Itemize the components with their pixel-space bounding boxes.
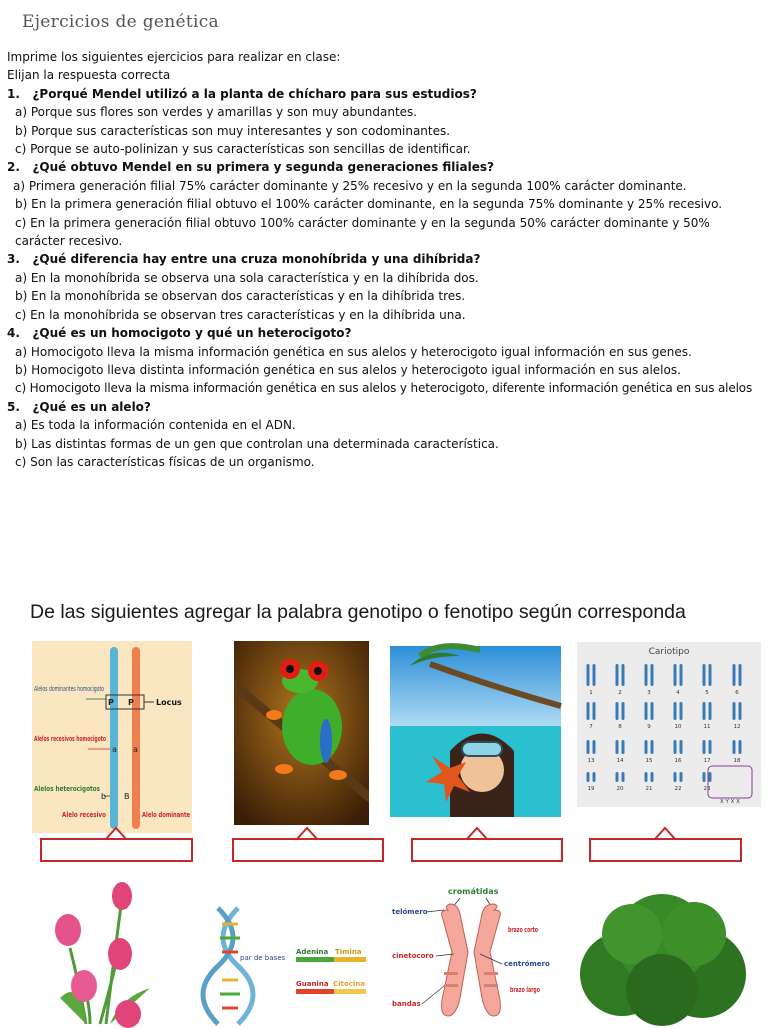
chromosome-mark <box>674 740 677 754</box>
answer-option[interactable]: b) En la primera generación filial obtuvo el 100% carácter dominante, en la segunda 75% dominante y 25% recesivo. <box>15 197 723 212</box>
chromosome-mark <box>616 740 619 754</box>
chromosome-number: 23 <box>703 786 711 792</box>
answer-option[interactable]: c) Son las características físicas de un organismo. <box>15 454 315 469</box>
dna-graphic <box>208 908 372 1024</box>
chromosome-number: 10 <box>674 724 682 730</box>
answer-option[interactable]: c) En la monohíbrida se observan tres características y en la dihíbrida una. <box>15 307 466 322</box>
chromosome-mark <box>709 772 712 782</box>
chromosome-number: 13 <box>587 758 595 764</box>
allele-B: B <box>124 792 130 801</box>
chromosome-mark <box>587 740 590 754</box>
guanine-label: Guanina <box>296 980 329 988</box>
locus-label: Locus <box>156 698 182 707</box>
chromosome-mark <box>739 702 742 720</box>
question-number: 1. <box>7 86 20 101</box>
thymine-label: Timina <box>335 948 362 956</box>
chromosome-mark <box>680 740 683 754</box>
answer-option[interactable]: c) En la primera generación filial obtuvo 100% carácter dominante y en la segunda 50% carácter dominante y 50% carácter recesivo. <box>15 215 710 249</box>
chromosome-mark <box>709 740 712 754</box>
question-2 <box>7 158 763 176</box>
chromosome-mark <box>593 740 596 754</box>
chromosome-mark <box>680 664 683 686</box>
chromosome-number: 8 <box>618 724 622 730</box>
chromosome-mark <box>651 664 654 686</box>
chromosome-mark <box>739 740 742 754</box>
chromosome-number: 9 <box>647 724 651 730</box>
answer-box-2[interactable] <box>232 838 384 862</box>
girl-starfish-beach-photo <box>390 646 561 817</box>
tree-photo <box>562 894 760 1024</box>
karyotype-chart <box>577 642 761 807</box>
question-5 <box>7 398 763 416</box>
question-number: 3. <box>7 252 20 267</box>
chromosome-mark <box>587 702 590 720</box>
answer-box-3[interactable] <box>411 838 563 862</box>
chromosome-mark <box>645 772 648 782</box>
recessive-allele-label: Alelo recesivo <box>62 811 107 819</box>
question-text: ¿Porqué Mendel utilizó a la planta de chícharo para sus estudios? <box>32 86 477 101</box>
dominant-allele-label: Alelo dominante <box>142 811 191 819</box>
chromosome-mark <box>645 702 648 720</box>
chromosome-mark <box>616 772 619 782</box>
recessive-alleles-label: Alelos recesivos homocigoto <box>34 735 107 743</box>
kinetochore-label: cinetocoro <box>392 952 434 960</box>
chromosome-mark <box>593 664 596 686</box>
chromosome-mark <box>616 702 619 720</box>
question-text: ¿Qué diferencia hay entre una cruza monohíbrida y una dihíbrida? <box>32 252 481 267</box>
chromosome-number: 19 <box>587 786 595 792</box>
tree-frog-photo <box>234 641 369 825</box>
question-number: 2. <box>7 160 20 175</box>
chromosome-mark <box>651 702 654 720</box>
chromosome-mark <box>733 664 736 686</box>
cytosine-label: Citocina <box>333 980 365 988</box>
chromosome-number: 4 <box>676 690 680 696</box>
chromosome-mark <box>674 772 677 782</box>
chromosome-number: 1 <box>589 690 593 696</box>
chromosome-mark <box>733 702 736 720</box>
chromosome-mark <box>622 740 625 754</box>
question-3 <box>7 250 763 268</box>
answer-option[interactable]: c) Porque se auto-polinizan y sus características son sencillas de identificar. <box>15 142 471 157</box>
intro-line-1: Imprime los siguientes ejercicios para realizar en clase: <box>7 50 341 64</box>
section-title: De las siguientes agregar la palabra genotipo o fenotipo según corresponda <box>30 601 686 623</box>
chromosome-number: 11 <box>703 724 711 730</box>
bands-label: bandas <box>392 1000 421 1008</box>
chromosome-number: 12 <box>733 724 741 730</box>
tulips-photo <box>40 878 160 1024</box>
chromosome-mark <box>587 664 590 686</box>
chromosome-mark <box>616 664 619 686</box>
chromosome-number: 15 <box>645 758 653 764</box>
chromosome-number: 16 <box>674 758 682 764</box>
karyotype-graphic <box>577 642 761 807</box>
answer-option[interactable]: c) Homocigoto lleva la misma información genética en sus alelos y heterocigoto, diferente información genética en sus alelos <box>15 381 753 396</box>
chromosome-structure-diagram <box>388 880 558 1024</box>
heterozygous-alleles-label: Alelos heterocigotos <box>34 785 100 793</box>
answer-option[interactable]: b) Porque sus características son muy interesantes y son codominantes. <box>15 123 451 138</box>
chromosome-mark <box>645 664 648 686</box>
sex-chromosome-label: X Y X X <box>720 799 740 805</box>
chromosome-mark <box>703 702 706 720</box>
dominant-alleles-label: Alelos dominantes homocigoto <box>34 685 104 693</box>
chromosome-mark <box>709 702 712 720</box>
chromosome-mark <box>674 664 677 686</box>
chromosome-mark <box>645 740 648 754</box>
allele-a-right: a <box>133 745 138 754</box>
chromosome-mark <box>651 740 654 754</box>
chromosome-number: 21 <box>645 786 653 792</box>
dna-diagram <box>208 908 372 1024</box>
exercise-list <box>7 48 763 471</box>
chromosome-mark <box>703 664 706 686</box>
chromosome-mark <box>680 702 683 720</box>
chromosome-mark <box>593 702 596 720</box>
chromosome-mark <box>739 664 742 686</box>
chromosome-mark <box>593 772 596 782</box>
allele-diagram <box>32 641 192 833</box>
adenine-label: Adenina <box>296 948 329 956</box>
karyotype-title: Cariotipo <box>648 647 690 657</box>
chromosome-number: 22 <box>674 786 682 792</box>
chromosome-mark <box>622 702 625 720</box>
page-title: Ejercicios de genética <box>22 12 219 32</box>
long-arm-label: brazo largo <box>510 986 541 994</box>
chromosome-number: 14 <box>616 758 624 764</box>
answer-option[interactable]: b) Las distintas formas de un gen que controlan una determinada característica. <box>15 436 499 451</box>
answer-option[interactable]: a) Es toda la información contenida en el ADN. <box>15 418 296 433</box>
intro-line-2: Elijan la respuesta correcta <box>7 68 171 83</box>
chromosome-mark <box>703 772 706 782</box>
chromosome-number: 20 <box>616 786 624 792</box>
sex-chromosome-box <box>708 766 752 798</box>
answer-box-4[interactable] <box>589 838 742 862</box>
answer-option[interactable]: a) Primera generación filial 75% carácter dominante y 25% recesivo y en la segunda 100% carácter dominante. <box>13 178 687 193</box>
question-text: ¿Qué es un alelo? <box>32 399 151 414</box>
answer-option[interactable]: b) En la monohíbrida se observan dos características y en la dihíbrida tres. <box>15 289 466 304</box>
allele-a-left: a <box>112 745 117 754</box>
base-pair-label: par de bases <box>240 954 286 962</box>
chromosome-mark <box>622 664 625 686</box>
question-number: 4. <box>7 326 20 341</box>
chromosome-mark <box>587 772 590 782</box>
chromosome-mark <box>622 772 625 782</box>
chromosome-mark <box>680 772 683 782</box>
chromosome-number: 5 <box>705 690 709 696</box>
chromosome-structure-graphic <box>388 880 558 1024</box>
question-text: ¿Qué obtuvo Mendel en su primera y segunda generaciones filiales? <box>32 160 494 175</box>
allele-P-left: P <box>108 698 114 707</box>
chromosome-mark <box>703 740 706 754</box>
chromosome-mark <box>733 740 736 754</box>
question-text: ¿Qué es un homocigoto y qué un heterocigoto? <box>32 326 352 341</box>
answer-box-1[interactable] <box>40 838 193 862</box>
answer-option[interactable]: a) Porque sus flores son verdes y amarillas y son muy abundantes. <box>15 105 418 120</box>
chromosome-number: 6 <box>735 690 739 696</box>
chromosome-mark <box>674 702 677 720</box>
chromosome-mark <box>651 772 654 782</box>
question-number: 5. <box>7 399 20 414</box>
chromosome-number: 17 <box>703 758 711 764</box>
telomere-label: telómero <box>392 908 428 916</box>
answer-option[interactable]: a) Homocigoto lleva la misma información genética en sus alelos y heterocigoto igual información en sus genes. <box>15 344 692 359</box>
answer-option[interactable]: b) Homocigoto lleva distinta información genética en sus alelos y heterocigoto igual información en sus alelos. <box>15 362 681 377</box>
chromosome-number: 7 <box>589 724 593 730</box>
chromosome-number: 3 <box>647 690 651 696</box>
allele-diagram-graphic <box>32 641 192 833</box>
short-arm-label: brazo corto <box>508 926 539 934</box>
allele-P-right: P <box>128 698 134 707</box>
answer-option[interactable]: a) En la monohíbrida se observa una sola característica y en la dihíbrida dos. <box>15 270 479 285</box>
chromosome-number: 18 <box>733 758 741 764</box>
question-1 <box>7 85 763 103</box>
question-4 <box>7 324 763 342</box>
chromatids-label: cromátidas <box>448 887 499 896</box>
chromosome-mark <box>709 664 712 686</box>
centromere-label: centrómero <box>504 960 550 968</box>
allele-b: b <box>101 792 107 801</box>
chromosome-number: 2 <box>618 690 622 696</box>
